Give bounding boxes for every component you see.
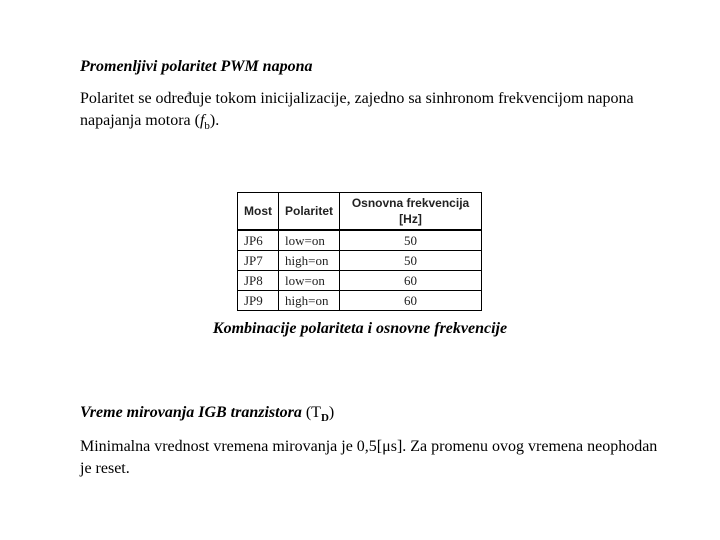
cell-frekvencija: 60: [340, 291, 482, 311]
cell-most: JP8: [238, 271, 279, 291]
table-row: [238, 271, 482, 291]
polarity-paragraph: [80, 88, 660, 132]
cell-frekvencija: 60: [340, 271, 482, 291]
table-header-row: [238, 193, 482, 231]
heading-symbol: (T: [305, 404, 321, 421]
table-row: [238, 251, 482, 271]
paragraph-text-before: Polaritet se određuje tokom inicijalizacije, zajedno sa sinhronom frekvencijom napona napajanja motora (: [80, 90, 634, 129]
cell-polaritet: low=on: [279, 271, 340, 291]
cell-polaritet: low=on: [279, 230, 340, 251]
cell-most: JP6: [238, 230, 279, 251]
header-most: Most: [238, 193, 279, 231]
cell-frekvencija: 50: [340, 230, 482, 251]
table-caption: Kombinacije polariteta i osnovne frekvencije: [212, 320, 508, 337]
heading-text: Promenljivi polaritet PWM napona: [80, 58, 313, 75]
dead-time-paragraph: Minimalna vrednost vremena mirovanja je 0,5[μs]. Za promenu ovog vremena neophodan je reset.: [80, 438, 658, 477]
polarity-frequency-table: [237, 192, 482, 311]
cell-polaritet: high=on: [279, 251, 340, 271]
heading-text: Vreme mirovanja IGB tranzistora: [80, 404, 302, 421]
polarity-frequency-table-wrapper: [237, 192, 482, 311]
paragraph-text-after: ).: [209, 112, 220, 129]
frequency-subscript: b: [204, 120, 210, 133]
section-heading-pwm-polarity: [80, 58, 312, 76]
cell-most: JP7: [238, 251, 279, 271]
cell-polaritet: high=on: [279, 291, 340, 311]
cell-most: JP9: [238, 291, 279, 311]
header-osnovna-frekvencija: Osnovna frekvencija [Hz]: [340, 193, 482, 231]
table-row: [238, 230, 482, 251]
section-heading-dead-time: [80, 404, 335, 425]
cell-frekvencija: 50: [340, 251, 482, 271]
heading-symbol-subscript: D: [320, 412, 329, 425]
heading-symbol-close: ): [328, 404, 335, 421]
frequency-variable: f: [199, 112, 205, 129]
table-row: [238, 291, 482, 311]
header-polaritet: Polaritet: [279, 193, 340, 231]
